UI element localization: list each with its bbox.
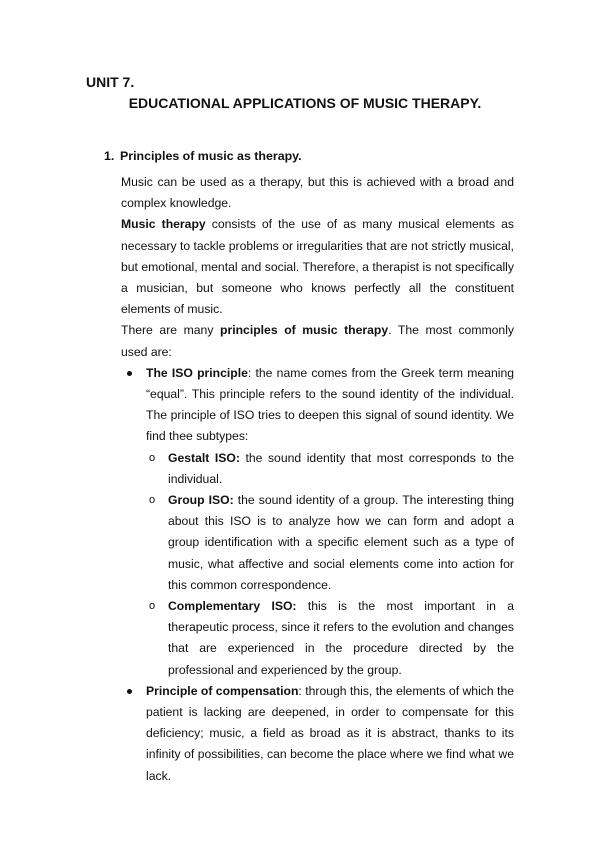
complementary-iso-description: this is the most important in a therapeutic process, since it refers to the evolution and changes that are experienced in the procedure directed by the professional and experienced by the group. [168, 599, 514, 677]
definition-term: Music therapy [121, 217, 206, 232]
section-heading [104, 149, 302, 163]
compensation-description: : through this, the elements of which the patient is lacking are deepened, in order to compensate for this deficiency; music, a field as broad as it is abstract, thanks to its infinity of possibilities, can become the place where we find what we lack. [146, 683, 515, 783]
bullet-icon [127, 371, 132, 376]
complementary-iso-term: Complementary ISO: [168, 599, 297, 614]
bullet-icon [127, 689, 132, 694]
page-title: EDUCATIONAL APPLICATIONS OF MUSIC THERAPY. [128, 95, 482, 111]
list-item-principle-of-compensation [121, 681, 514, 787]
iso-subtypes-list [146, 448, 514, 681]
iso-principle-term: The ISO principle [146, 365, 248, 380]
principles-term: principles of music therapy [220, 323, 389, 338]
sub-bullet-icon: o [149, 494, 156, 507]
section-body [121, 172, 514, 787]
sub-bullet-icon: o [149, 600, 156, 613]
list-item-iso-principle [121, 363, 514, 681]
principles-intro-paragraph [121, 320, 514, 362]
definition-text: consists of the use of as many musical elements as necessary to tackle problems or irregularities that are not strictly musical, but emotional, mental and social. Therefore, a therapist is not specifically a musician, but someone who knows perfectly all the constituent elements of music. [121, 217, 514, 317]
group-iso-term: Group ISO: [168, 493, 234, 508]
compensation-term: Principle of compensation [146, 683, 299, 698]
section-heading-text: Principles of music as therapy. [120, 149, 302, 163]
iso-principle-text [146, 363, 514, 448]
gestalt-iso-description: the sound identity that most corresponds to the individual. [168, 450, 514, 486]
principles-pre: There are many [121, 323, 221, 338]
section-number: 1. [104, 149, 115, 163]
iso-principle-description: : the name comes from the Greek term meaning “equal”. This principle refers to the sound identity of the individual. The principle of ISO tries to deepen this signal of sound identity. We find thee subtypes: [146, 365, 514, 444]
unit-label: UNIT 7. [86, 74, 135, 90]
list-item-group-iso [146, 490, 514, 596]
compensation-text [146, 681, 514, 787]
principles-post: . The most commonly used are: [121, 323, 514, 359]
list-item-gestalt-iso [146, 448, 514, 490]
definition-paragraph [121, 214, 514, 320]
list-item-complementary-iso [146, 596, 514, 681]
principles-list [121, 363, 514, 787]
group-iso-description: the sound identity of a group. The interesting thing about this ISO is to analyze how we can form and adopt a group identification with a specific element such as a type of music, what affective and social elements come into action for this common correspondence. [168, 493, 514, 592]
gestalt-iso-term: Gestalt ISO: [168, 450, 240, 465]
sub-bullet-icon: o [149, 451, 156, 464]
intro-paragraph: Music can be used as a therapy, but this is achieved with a broad and complex knowledge. [121, 175, 514, 211]
